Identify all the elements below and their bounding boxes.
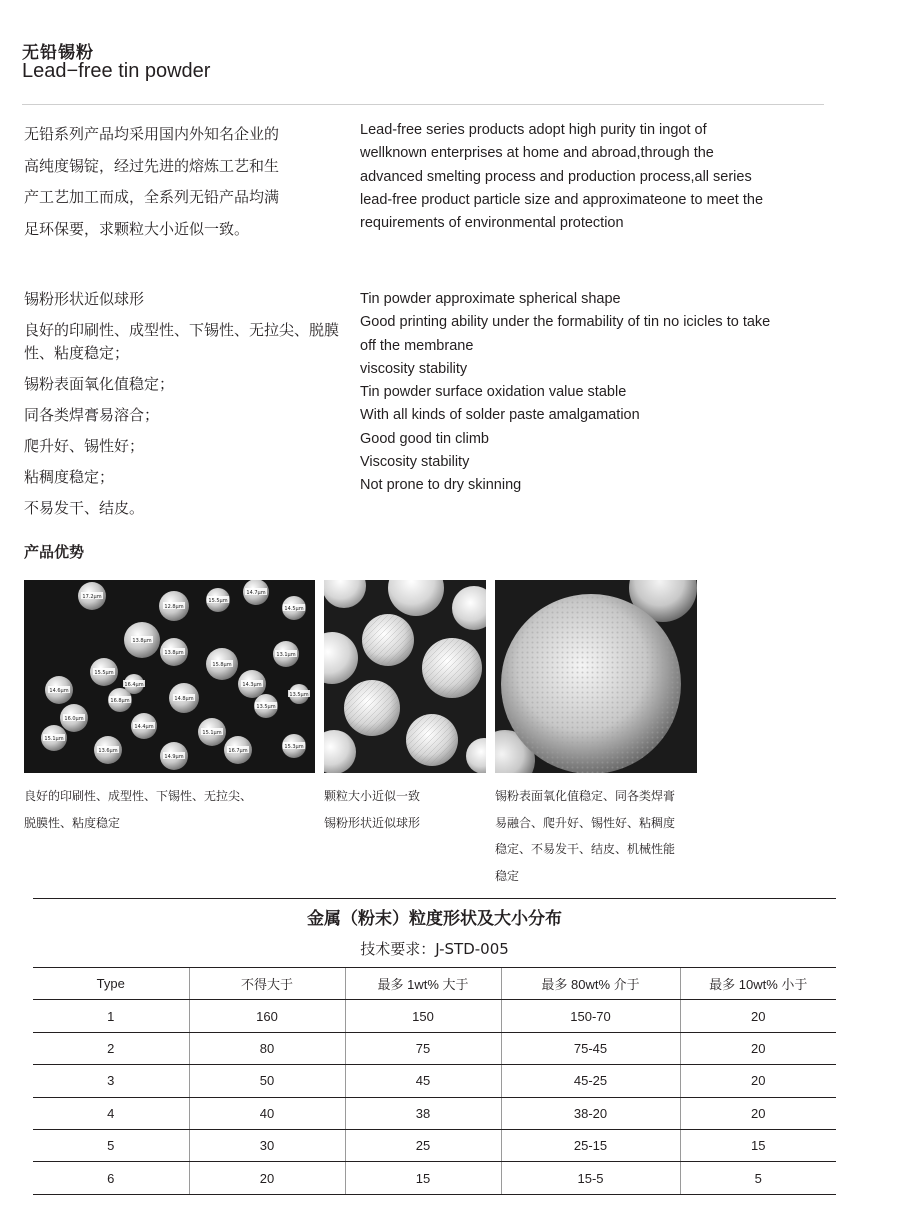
table-cell: 20: [680, 1065, 836, 1097]
micrograph-size-svg: [24, 580, 315, 773]
feature-cn-item: 锡粉形状近似球形: [24, 290, 145, 308]
feature-en-line: Good printing ability under the formability of tin no icicles to take: [360, 314, 771, 331]
features-cn: [24, 288, 344, 528]
table-header-row: [33, 968, 836, 1000]
table-cell: 50: [189, 1065, 345, 1097]
table-header-cell: 最多 80wt% 介于: [501, 968, 680, 1000]
measure-label: 17.2μm: [82, 593, 102, 600]
measure-label: 13.8μm: [164, 649, 184, 656]
caption-1: 良好的印刷性、成型性、下锡性、无拉尖、 脱膜性、粘度稳定: [24, 789, 253, 830]
micrograph-surface-svg: [495, 580, 697, 773]
measure-label: 13.5μm: [256, 703, 276, 710]
table-cell: 20: [680, 1000, 836, 1032]
table-cell: 20: [680, 1032, 836, 1064]
measure-label: 16.4μm: [124, 681, 144, 688]
feature-en-line: Tin powder approximate spherical shape: [360, 291, 621, 307]
micrograph-uniform-svg: [324, 580, 486, 773]
table-top-rule: [33, 898, 836, 899]
feature-cn-item: 良好的印刷性、成型性、下锡性、无拉尖、脱膜性、粘度稳定；: [24, 321, 340, 362]
intro-cn-line: 产工艺加工而成，全系列无铅产品均满: [24, 188, 280, 206]
feature-cn-item: 粘稠度稳定；: [24, 468, 115, 486]
measure-label: 13.1μm: [276, 651, 296, 658]
table-cell: 1: [33, 1000, 189, 1032]
table-cell: 30: [189, 1129, 345, 1161]
table-header-cell: Type: [33, 968, 189, 1000]
table-cell: 38-20: [501, 1097, 680, 1129]
feature-cn-item: 同各类焊膏易溶合；: [24, 406, 160, 424]
table-cell: 2: [33, 1032, 189, 1064]
caption-3: 锡粉表面氧化值稳定、同各类焊膏 易融合、爬升好、锡性好、粘稠度 稳定、不易发干、结皮、机械性能 稳定: [495, 789, 676, 883]
intro-cn: [24, 119, 334, 245]
table-cell: 15: [680, 1129, 836, 1161]
table-row: [33, 1065, 836, 1097]
table-cell: 75: [345, 1032, 501, 1064]
title-en: Lead−free tin powder: [22, 60, 211, 82]
table-cell: 3: [33, 1065, 189, 1097]
intro-cn-line: 高纯度锡锭，经过先进的熔炼工艺和生: [24, 156, 280, 175]
table-cell: 150: [345, 1000, 501, 1032]
caption-2: 颗粒大小近似一致 锡粉形状近似球形: [324, 789, 421, 830]
measure-label: 13.8μm: [132, 637, 152, 644]
table-row: [33, 1032, 836, 1064]
table-cell: 5: [680, 1162, 836, 1194]
intro-cn-line: 足环保要，求颗粒大小近似一致。: [24, 219, 250, 238]
table-cell: 15-5: [501, 1162, 680, 1194]
measure-label: 15.3μm: [284, 743, 304, 750]
intro-en-line: requirements of environmental protection: [360, 215, 624, 232]
table-title: 金属（粉末）粒度形状及大小分布: [307, 909, 562, 929]
feature-en-line: Tin powder surface oxidation value stable: [360, 384, 627, 401]
table-subtitle: 技术要求：J-STD-005: [360, 940, 509, 958]
table-cell: 20: [189, 1162, 345, 1194]
measure-label: 16.0μm: [64, 715, 84, 722]
advantages-title: 产品优势: [24, 543, 85, 561]
measure-label: 15.8μm: [212, 661, 232, 668]
title-cn: 无铅锡粉: [22, 43, 94, 63]
table-cell: 40: [189, 1097, 345, 1129]
table-header-cell: 不得大于: [189, 968, 345, 1000]
measure-label: 14.8μm: [174, 695, 194, 702]
intro-cn-line: 无铅系列产品均采用国内外知名企业的: [24, 125, 280, 143]
table-cell: 45: [345, 1065, 501, 1097]
table-cell: 6: [33, 1162, 189, 1194]
feature-cn-item: 锡粉表面氧化值稳定；: [24, 375, 175, 393]
measure-label: 15.1μm: [44, 735, 64, 742]
table-cell: 25-15: [501, 1129, 680, 1161]
micrograph-surface-closeup: [495, 580, 697, 773]
table-cell: 5: [33, 1129, 189, 1161]
table-header-cell: 最多 1wt% 大于: [345, 968, 501, 1000]
particle-size-table: [33, 967, 836, 1195]
table-cell: 150-70: [501, 1000, 680, 1032]
table-cell: 15: [345, 1162, 501, 1194]
measure-label: 15.5μm: [208, 597, 228, 604]
measure-label: 16.8μm: [110, 697, 130, 704]
table-cell: 45-25: [501, 1065, 680, 1097]
micrograph-size-measured: [24, 580, 315, 773]
feature-en-line: With all kinds of solder paste amalgamation: [360, 407, 640, 424]
measure-label: 14.7μm: [246, 589, 266, 596]
table-header-cell: 最多 10wt% 小于: [680, 968, 836, 1000]
micrograph-uniform-spheres: [324, 580, 486, 773]
feature-en-line: Good good tin climb: [360, 430, 489, 447]
feature-cn-item: 不易发干、结皮。: [24, 499, 145, 517]
measure-label: 15.5μm: [94, 669, 114, 676]
table-row: [33, 1097, 836, 1129]
intro-en-line: lead-free product particle size and approximateone to meet the: [360, 191, 764, 208]
measure-label: 14.9μm: [164, 753, 184, 760]
measure-label: 14.5μm: [284, 605, 304, 612]
intro-en-line: Lead-free series products adopt high purity tin ingot of: [360, 122, 707, 138]
measure-label: 12.8μm: [164, 603, 184, 610]
feature-en-line: off the membrane: [360, 337, 474, 354]
table-cell: 38: [345, 1097, 501, 1129]
feature-cn-item: 爬升好、锡性好；: [24, 437, 145, 455]
feature-en-line: Not prone to dry skinning: [360, 477, 522, 494]
table-row: [33, 1000, 836, 1032]
measure-label: 13.6μm: [98, 747, 118, 754]
measure-label: 15.1μm: [202, 729, 222, 736]
table-cell: 160: [189, 1000, 345, 1032]
table-cell: 4: [33, 1097, 189, 1129]
feature-en-line: Viscosity stability: [360, 454, 470, 471]
measure-label: 16.7μm: [228, 747, 248, 754]
feature-en-line: viscosity stability: [360, 360, 468, 377]
intro-en-line: wellknown enterprises at home and abroad,through the: [360, 145, 714, 162]
table-cell: 75-45: [501, 1032, 680, 1064]
intro-en: [360, 119, 832, 235]
header-divider: [22, 104, 824, 105]
table-row: [33, 1129, 836, 1161]
table-cell: 20: [680, 1097, 836, 1129]
features-en: [360, 288, 840, 498]
measure-label: 14.6μm: [49, 687, 69, 694]
table-cell: 25: [345, 1129, 501, 1161]
table-cell: 80: [189, 1032, 345, 1064]
intro-en-line: advanced smelting process and production process,all series: [360, 168, 752, 185]
measure-label: 14.3μm: [242, 681, 262, 688]
measure-label: 14.4μm: [134, 723, 154, 730]
measure-label: 13.5μm: [289, 691, 309, 698]
table-row: [33, 1162, 836, 1194]
